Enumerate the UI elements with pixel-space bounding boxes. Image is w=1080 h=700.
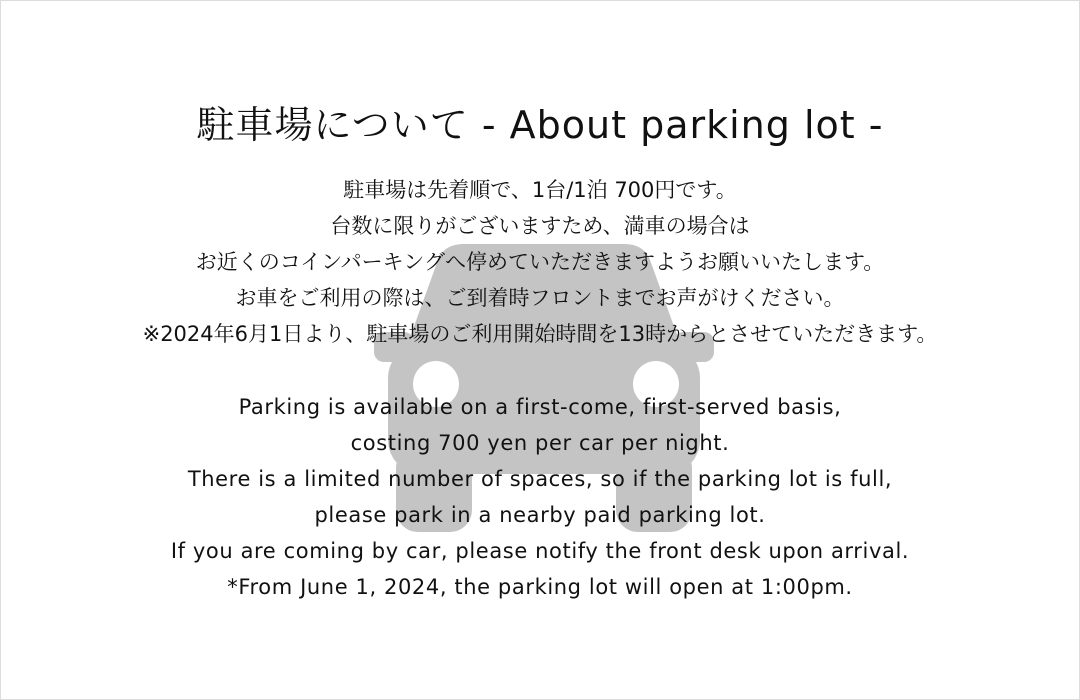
- japanese-line: 台数に限りがございますため、満車の場合は: [330, 214, 750, 238]
- english-line: please park in a nearby paid parking lot.: [314, 503, 766, 527]
- japanese-notice: [0, 172, 1080, 352]
- japanese-line: ※2024年6月1日より、駐車場のご利用開始時間を13時からとさせていただきます。: [142, 322, 938, 346]
- page-title: 駐車場について - About parking lot -: [196, 103, 884, 147]
- english-line: Parking is available on a first-come, first-served basis,: [238, 395, 842, 419]
- english-line: There is a limited number of spaces, so if the parking lot is full,: [187, 467, 893, 491]
- english-line: *From June 1, 2024, the parking lot will open at 1:00pm.: [227, 575, 853, 599]
- english-line: If you are coming by car, please notify the front desk upon arrival.: [170, 539, 910, 563]
- english-notice: [0, 389, 1080, 605]
- english-line: costing 700 yen per car per night.: [350, 431, 730, 455]
- japanese-line: 駐車場は先着順で、1台/1泊 700円です。: [343, 178, 737, 202]
- japanese-line: お近くのコインパーキングへ停めていただきますようお願いいたします。: [195, 250, 885, 274]
- japanese-line: お車をご利用の際は、ご到着時フロントまでお声がけください。: [235, 286, 845, 310]
